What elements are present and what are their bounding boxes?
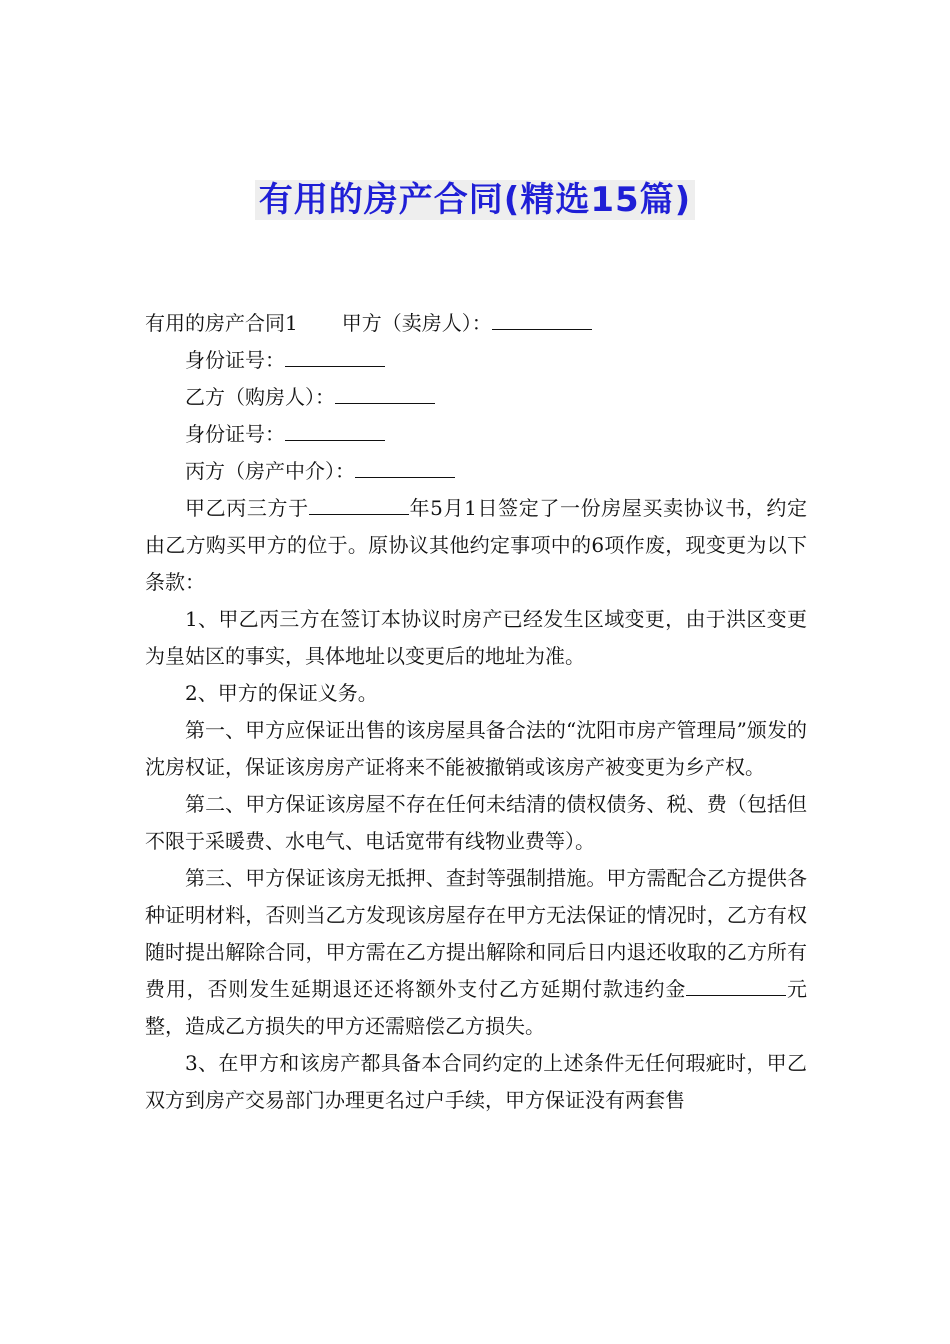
penalty-amount-blank bbox=[686, 994, 786, 996]
paragraph-guarantee-2: 第二、甲方保证该房屋不存在任何未结清的债权债务、税、费（包括但不限于采暖费、水电气、电话宽带有线物业费等）。 bbox=[145, 792, 807, 853]
paragraph-guarantee-1: 第一、甲方应保证出售的该房屋具备合法的“沈阳市房产管理局”颁发的沈房权证，保证该房房产证将来不能被撤销或该房产被变更为乡产权。 bbox=[145, 718, 807, 779]
contract-heading-label: 有用的房产合同1 bbox=[145, 311, 298, 335]
party-b-line bbox=[145, 379, 807, 416]
paragraph-clause-1: 1、甲乙丙三方在签订本协议时房产已经发生区域变更，由于洪区变更为皇姑区的事实，具体地址以变更后的地址为准。 bbox=[145, 607, 807, 668]
party-b-blank bbox=[335, 402, 435, 404]
paragraph-guarantee-3-post: 元整，造成乙方损失的甲方还需赔偿乙方损失。 bbox=[145, 977, 808, 1038]
paragraph-guarantee-3-pre: 第三、甲方保证该房无抵押、查封等强制措施。甲方需配合乙方提供各种证明材料，否则当乙方发现该房屋存在甲方无法保证的情况时，乙方有权随时提出解除合同，甲方需在乙方提出解除和同后日内退还收取的乙方所有费用，否则发生延期退还还将额外支付乙方延期付款违约金 bbox=[145, 866, 807, 1001]
party-a-label: 甲方（卖房人）： bbox=[341, 311, 492, 335]
party-a-blank bbox=[492, 328, 592, 330]
id-b-label: 身份证号： bbox=[185, 422, 285, 446]
paragraph-clause-2: 2、甲方的保证义务。 bbox=[185, 681, 378, 705]
paragraph-agreement-post: 年5月1日签定了一份房屋买卖协议书，约定由乙方购买甲方的位于。原协议其他约定事项中的6项作废，现变更为以下条款： bbox=[145, 496, 808, 594]
party-c-blank bbox=[355, 476, 455, 478]
party-c-line bbox=[145, 453, 807, 490]
paragraph-agreement bbox=[145, 490, 807, 601]
paragraph-clause-3: 3、在甲方和该房产都具备本合同约定的上述条件无任何瑕疵时，甲乙双方到房产交易部门办理更名过户手续，甲方保证没有两套售 bbox=[145, 1051, 807, 1112]
id-b-line bbox=[145, 416, 807, 453]
document-body bbox=[145, 305, 807, 1119]
id-a-blank bbox=[285, 365, 385, 367]
document-title bbox=[0, 176, 950, 224]
paragraph-guarantee-3 bbox=[145, 860, 807, 1045]
party-c-label: 丙方（房产中介）： bbox=[185, 459, 355, 483]
paragraph-agreement-pre: 甲乙丙三方于 bbox=[185, 496, 309, 520]
party-b-label: 乙方（购房人）： bbox=[185, 385, 335, 409]
id-b-blank bbox=[285, 439, 385, 441]
agreement-year-blank bbox=[309, 513, 409, 515]
contract-heading-line bbox=[145, 305, 807, 342]
document-title-text: 有用的房产合同(精选15篇) bbox=[255, 180, 695, 220]
id-a-line bbox=[145, 342, 807, 379]
id-a-label: 身份证号： bbox=[185, 348, 285, 372]
